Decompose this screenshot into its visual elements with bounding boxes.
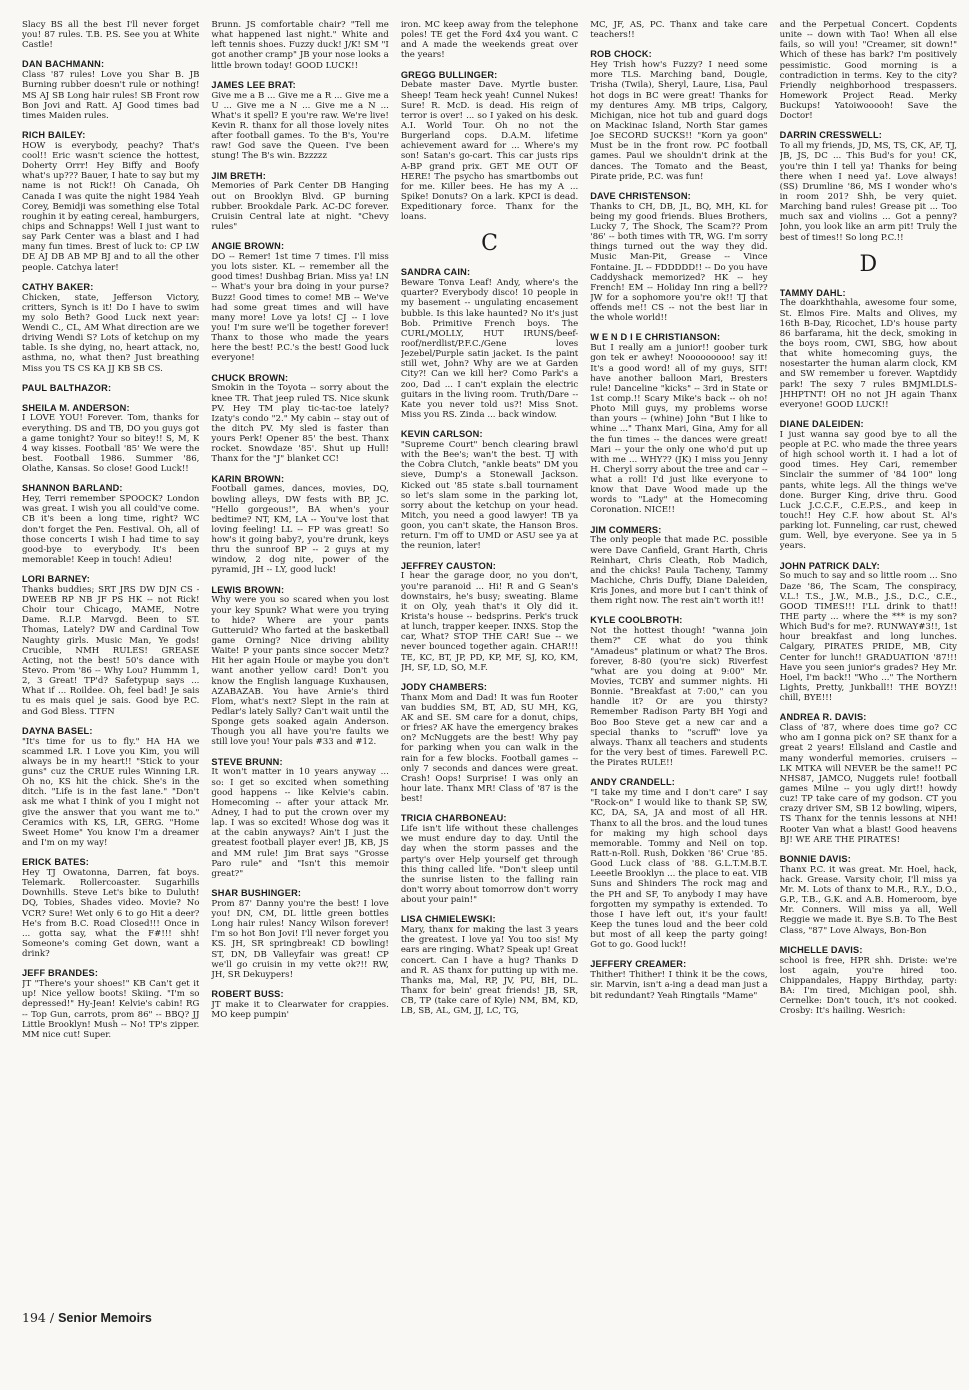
memoir-entry [401,682,578,804]
student-name: JAMES LEE BRAT: [211,79,296,90]
student-name: SHAR BUSHINGER: [211,888,302,898]
memoir-text: Debate master Dave. Myrtle buster. Sheep! Team heck yeah! Cunnel Nukes! Sure! R. McD. is dead. His reign of terror is over! ... so I yaked on his desk. A.I. World Tour. Oh no not the Burgerland cops. D.A.M. lifetime achievement award for ... Where's my son! Satan's go-cart. This car justs rips A-BP grand prix. GET ME OUT OF HERE! The psycho has smartbombs out for me. Killer bees. He has my A ... Spike! Donuts? On a lark. KPCI is dead. Expeditionary force. Thanx for the loans. [400,80,579,223]
student-name: LORI BARNEY: [22,574,91,585]
memoir-text: Thanks to CH, DB, JL, BQ, MH, KL for being my good friends. Blues Brothers, Lucky 7, The Shock, The Scam?? Prom '86' -- both times with TR, WG. I'm sorry things turned out the way they did. Music Man-Pit, Grease -- Vince Fontaine. JL -- FDDDDD!! -- Do you have Caddyshack memorized? HK -- hey French! EM -- Holiday Inn ring a bell?? JW for a sophomore you're ok!! TJ that offends me!! CS -- not the best liar in the whole world!! [590,201,768,324]
memoir-entry [401,267,578,420]
student-name: W E N D I E CHRISTIANSON: [590,332,721,343]
memoir-entry [211,80,388,162]
memoir-entry [211,171,388,233]
student-name: LISA CHMIELEWSKI: [400,914,496,925]
memoir-entry [780,945,957,1017]
section-letter: C [481,231,498,257]
student-name: ERICK BATES: [22,857,90,868]
student-name: ANDREA R. DAVIS: [779,712,867,723]
memoir-text: Chicken, state, Jefferson Victory, critters, Synch is it! Do I have to swim my solo Beth? Good Luck next year: Wendi C., CL, AM What direction are we driving Wendi S? Lots of ketchup on my table. Is she dying, no, heart attack, no, asthma, no, what then? Just breathing Miss you TS CS KA JJ KB SB CS. [22,292,200,374]
memoir-text: iron. MC keep away from the telephone poles! TE get the Ford 4x4 you want. C and A made the weekends great over the years! [400,20,579,61]
student-name: SANDRA CAIN: [400,267,471,278]
memoir-text: Thither! Thither! I think it be the cows, sir. Marvin, isn't a-ing a dead man just a bit redundant? Yeah Ringtails "Mame" [590,970,768,1001]
memoir-text: Not the hottest though! "wanna join them?" CE what do you think "Amadeus" platinum or what? The Bros. forever, 8-80 (you're sick) Riverfest "what are you doing at 9:00" Mr. Movies, TCBY and summer nights. Hi Bonnie. "Breakfast at 7:00," can you handle it? Or are you thirsty? Remember Radison Party BH Yogi and Boo Boo Steve get a new car and a special thanks to "scruff" love ya always. Thanx all teachers and students for the very best of times. Farewell P.C. the Pirates RULE!! [590,626,768,769]
memoir-text: I hear the garage door, no you don't, you're paranoid ... Hi! R and G Sean's downstairs, he's busy; sweating. Blame it on Oly, yeah that's it Oly did it. Krista's house -- bedsprins. Perk's truck at lunch, trapper keeper. INXS. Stop the car, What? STOP THE CAR! Sue -- we never bounced together again. CHAR!!! TE, KC, BT, JP, PD, KP, MF, SJ, KO, KM, JH, SF, LD, SO, M.F. [400,571,579,673]
memoir-text: "I take my time and I don't care" I say "Rock-on" I would like to thank SP, SW, KC, DA, SA, JA and most of all HR. Thanx to all the bros. and the loud tunes for making my high school days memorable. Tommy and Neil on top. Ratt-n-Roll. Rush, Dokken '86' Crue '85. Good Luck class of '88. G.L.T.M.B.T. Leeetle Brooklyn ... the place to eat. VIB Suns and Shinders The rock mag and the PH and SF, To anybody I may have forgotten my sympathy is extended. To those I have left out, it's your fault! Keep the tunes loud and the beer cold but most of all keep the party going! Got to go. Good luck!! [590,788,768,951]
memoir-entry [211,241,388,363]
memoir-entry [401,429,578,551]
memoir-entry [211,585,388,748]
memoir-text: "It's time for us to fly." HA HA we scammed LR. I Love you Kim, you will always be in my heart!! "Stick to your guns" cuz the CRUE rules Winning LR. Oh no, KS hit the chick. She's in the ditch. "Life is in the fast lane." "Don't ask me what I think of you I might not give the answer that you want me to." Ceramics with KS, LR, GERG. "Home Sweet Home" You know I'm a dreamer and I'm on my way! [22,736,200,849]
memoir-entry [211,989,388,1020]
memoir-text: JT "There's your shoes!" KB Can't get it up! Nice yellow boots! Skiing. "I'm so depressed!" Hy-Jean! Kelvie's cabin! RG -- Top Gun, carrots, prom 86" -- BBQ? JJ Little Brooklyn! Mush -- No! TP's zipper. MM nice cut! Super. [22,979,200,1040]
student-name: JEFFERY CREAMER: [590,959,687,970]
memoir-columns [22,20,957,1290]
section-title: Senior Memoirs [58,1311,152,1325]
memoir-entry [211,888,388,980]
student-name: CATHY BAKER: [22,281,94,292]
memoir-entry [22,483,199,565]
memoir-text: Give me a B ... Give me a R ... Give me a U ... Give me a N ... Give me a N ... What's it spell? E you're raw. We're live! Kevin R. thanx for all those lovely nites after football games. To the B's, You're raw! God save the Queen. I've been stung! The B's win. Bzzzzz [211,90,389,162]
column-3 [401,20,578,1290]
column-5 [780,20,957,1290]
memoir-entry [22,574,199,717]
column-4 [590,20,767,1290]
memoir-text: Hey TJ Owatonna, Darren, fat boys. Telemark. Rollercoaster. Sugarhills Downhills. Steve Let's bike to Duluth! DQ, Tobies, Shades video. Movie? No VCR? Sure! Wet only 6 to go Hit a deer? He's from B.C. Road Closed!!! Once in ... gotta say, what the F#!!! shh! Someone's coming Get down, want a drink? [22,868,200,960]
continued-text [401,20,578,61]
memoir-text: Mary, thanx for making the last 3 years the greatest. I love ya! You too sis! My ears are ringing. What? Speak up! Great concert. Can I have a hug? Thanks D and R. AS thanx for putting up with me. Thanks ma, Mal, RP, JV, PU, BH, DL. Thanx for bein' great friends! JB, SR, CB, TP (take care of Kyle) NM, BM, KD, LB, SB, AL, GM, JJ, LC, TG, [400,925,579,1017]
memoir-entry [780,854,957,936]
memoir-entry [22,282,199,374]
memoir-text: Prom 87' Danny you're the best! I love you! DN, CM, DL little green bottles Long hair rules! Nancy Wilson forever! I'm so hot Bon Jovi! I'll never forget you KS. JH, SR springbreak! CD bowling! ST, DN, DB Valleyfair was great! CP we'll go cruisin in my vette ok?!! RW, JH, SR Dekuypers! [211,898,389,980]
section-letter: D [859,251,878,277]
student-name: ROB CHOCK: [590,49,652,60]
memoir-entry [780,288,957,410]
memoir-entry [211,757,388,879]
memoir-text: The only people that made P.C. possible were Dave Canfield, Grant Harth, Chris Reinhart, Chris Cleath, Rob Madich, and the chicks! Paula Tacheny, Tammy Machiche, Chris Duffy, Diane Daleiden, Kris Jones, and more but I can't think of them right now. The rest ain't worth it!! [590,535,768,607]
memoir-entry [401,70,578,223]
student-name: JIM BRETH: [211,170,266,181]
memoir-text: Smokin in the Toyota -- sorry about the knee TR. That jeep ruled TS. Nice skunk PV. Hey TM play tic-tac-toe lately? Izaty's condo "2." My cabin -- stay out of the ditch PV. My sled is faster than yours Perk! Opener 85' the best. Thanx rocket. Snowdaze '85'. Shut up Hull! Thanx for the "J" blanket CC! [211,383,389,465]
memoir-entry [590,777,767,950]
footer-divider: / [49,1310,55,1325]
memoir-entry [22,59,199,121]
student-name: DAN BACHMANN: [22,59,105,70]
memoir-entry [401,561,578,673]
continued-text [590,20,767,40]
continued-text [780,20,957,121]
memoir-entry [590,615,767,768]
memoir-text: MC, JF, AS, PC. Thanx and take care teachers!! [590,20,768,41]
student-name: STEVE BRUNN: [211,756,283,767]
memoir-entry [22,383,199,394]
memoir-entry [590,525,767,607]
memoir-text: Thanks buddies; SRT JRS DW DJN CS -DWEEB RP NB JF PS HK -- not Rick! Choir tour Chicago, MAME, Notre Dame. R.I.P. Marvgd. Been to ST. Thomas, Lately? DW and Cardinal Tow Naughty girls. Music Man, Ye gods! Crucible, NMH RULES! GREASE Acting, not the best! 50's dance with Stevo. Prom '86 -- Why Lou? Hummm 1, 2, 3 Great! TP'd? Safetypup says ... What if ... Roildee. Oh, feel bad! Je sais tu es mais quel je sais. Good bye P.C. and God Bless. TTFN [22,584,200,717]
column-2 [211,20,388,1290]
student-name: SHANNON BARLAND: [22,483,123,494]
student-name: ANGIE BROWN: [211,241,285,252]
student-name: JEFF BRANDES: [22,968,99,979]
memoir-text: Thanx P.C. it was great. Mr. Hoel, hack, hack. Grease. Varsity choir, I'll miss ya Mr. M. Lots of thanx to M.R., R.Y., D.O., G.P., T.B., G.K. and A.B. Homeroom, bye Mr. Conners. Will miss ya all, Well Reggie we made it. Bye S.B. To The Best Class, "87" Love Always, Bon-Bon [779,864,958,936]
memoir-text: It won't matter in 10 years anyway ... so: I get so excited when something good happens -- like Kelvie's cabin. Homecoming -- after your attack Mr. Adney, I had to put the crown over my lap. I was so excited! Whose dog was it at the cabin anyways? Ain't I just the greatest football player ever! JB, KB, JS and MM rule! Jim Brat says "Grosse Paro rule" and "Isn't this memoir great?" [211,767,389,879]
memoir-text: Life isn't life without these challenges we must endure day to day. Until the day when the storm passes and the party's over Help yourself get through this thing called life. "Don't sleep until the sunrise listen to the falling rain don't worry about tomorrow don't worry about your pain!" [400,824,579,906]
student-name: KYLE COOLBROTH: [590,615,683,626]
memoir-entry [780,561,957,704]
memoir-text: JT make it to Clearwater for crappies. MO keep pumpin' [211,999,389,1020]
student-name: MICHELLE DAVIS: [779,944,863,955]
student-name: DARRIN CRESSWELL: [779,130,883,141]
memoir-entry [780,419,957,552]
memoir-entry [22,968,199,1040]
student-name: DAVE CHRISTENSON: [590,190,691,201]
student-name: BONNIE DAVIS: [779,853,851,864]
column-1 [22,20,199,1290]
memoir-text: Why were you so scared when you lost your key Spunk? What were you trying to hide? Where are your pants Gutteruid? Who farted at the basketball game Orning? Nice driving ability Waite! P your pants since soccer Metz? Hit her again Houle or maybe you don't want another yellow card! Don't you know the English language Kuxhausen, AZABAZAB. You have Arnie's third Flom, what's next? Slept in the rain at Pedlar's lately Sally? Can't wait until the Sponge gets soaked again Anderson. Though you all have you're faults we still love you! Your pals #33 and #12. [211,595,389,748]
memoir-text: Class '87 rules! Love you Shar B. JB Burning rubber doesn't rule or nothing! MS AJ SB Long hair rules! SB Front row Bon Jovi and Ratt. AJ Good times bad times Maiden rules. [22,70,200,121]
student-name: ROBERT BUSS: [211,988,284,999]
memoir-text: The doarkhthahla, awesome four some, St. Elmos Fire. Malts and Olives, my 16th B-Day, Ricochet, LD's house party 86 barfarama, hit the deck, smoking in the boys room, CWI, SBG, how about that white homecoming guys, the nosestarter the human alarm clock, KM and SW remember u forever. Waptdidy park! The sexy 7 rules BMJMLDLS-JHHPTNT! OH no not JH again Thanx everyone! GOOD LUCK!! [779,298,958,410]
memoir-entry [211,373,388,465]
student-name: LEWIS BROWN: [211,584,285,595]
student-name: TAMMY DAHL: [779,287,846,298]
memoir-text: Class of '87, where does time go? CC who am I gonna pick on? SE thanx for a great 2 years! Ellsland and Castle and many wonderful memories. cruisers -- LK MTKA will NEVER be the same!! PC NHS87, JAMCO, Nuggets rule! football games Milne -- you ugly dirt!! howdy cuz! TP take care of my godson. CT you crazy driver SM, SB 12 bowling, wipers, TS Thanx for the tennis lessons at NH! Rooter Van what a blast! Good heavens BJ! WE ARE THE PIRATES! [779,723,958,845]
memoir-entry [780,712,957,845]
memoir-entry [211,474,388,576]
memoir-text: Thanx Mom and Dad! It was fun Rooter van buddies SM, BT, AD, SU MH, KG, AK and SE. SM care for a donut, chips, or fries? AK have the emergency brakes on? McNuggets are the best! Why pay for parking when you can walk in the rain for a few blocks. Football games -- only 7 seconds and dances were great. Crash! Oops! Surprise! I was only an hour late. Thanx MR! Class of '87 is the best! [400,692,579,805]
student-name: DIANE DALEIDEN: [779,419,864,430]
memoir-entry [22,403,199,475]
memoir-text: Beware Tonva Leaf! Andy, where's the quarter? Everybody disco! 10 people in my basement -- ungulating encasement bubble. Is this lake haunted? No it's just Bob. Primitive French boys. The CURL/MOLLY, HUT IRUNS/beef-roof/nerdlist/P.F.C./Gene loves Jezebel/Purple satin jacket. Is the paint still wet, John? Why are we at Garden City?! Can we kill her? Como Park's a zoo, Dad ... I can't explain the electric guitars in the living room. Truth/Dare -- Kate you never told us?! Miss Snot. Miss you RS. Zinda ... back window. [400,278,579,421]
student-name: RICH BAILEY: [22,129,86,140]
memoir-entry [780,130,957,242]
memoir-text: Football games, dances, movies, DQ, bowling alleys, DW fests with BP, JC. "Hello gorgeous!", BA when's your bedtime? NT, KM, LA -- You've lost that loving feeling! LL -- FP was great! So how's it going baby?, you're drunk, keys thru the sunroof BP -- 2 guys at my window, 2 dog nite, power of the pyramid, JH -- LY, good luck! [211,484,389,576]
memoir-entry [22,857,199,959]
memoir-entry [590,49,767,182]
memoir-text: Hey Trish how's Fuzzy? I need some more TLS. Marching band, Dougle, Trisha (Twila), Sheryl, Laure, Lisa, Paul hot dogs in BC were great! Thanks for my dentures Amy. MB trips, Calgory, Michigan, nice hot tub and guard dogs on Mackinac Island, North Star games Joe SECORD SUCKS!! "Korn ya goon" Must be in the front row. PC football games. Paul we shouldn't drink at the dances. The Tomato and the Beast, Pirate pride, P.C. was fun! [590,60,768,182]
memoir-entry [590,191,767,324]
student-name: JODY CHAMBERS: [400,681,488,692]
memoir-text: Brunn. JS comfortable chair? "Tell me what happened last night." White and left tennis shoes. Fuzzy duck! J/K! SM "I got another cramp" JB your nose looks a little brown today! GOOD LUCK!! [211,20,389,71]
memoir-text: I just wanna say good bye to all the people at P.C. who made the three years of high school worth it. I had a lot of good times. Hey Cari, remember Sinclair the summer of '84 100" long pants, white legs. All the things we've done. Burger King, drive thru. Good Luck J.C.C.F., C.E.P.S., and keep in touch!! Hey C.F. how about St. Al's parking lot. Funneling, car rust, chewed gum. Well, bye everyone. See ya in 5 years. [779,429,958,552]
memoir-text: To all my friends, JD, MS, TS, CK, AF, TJ, JB, JS, DC ... This Bud's for you! CK, you're thin I tell ya! Thanks for being there when I need ya!. Love always! (SS) Drumline '86, MS I wonder who's in room 201? Shh, be very quiet. Marching band rules! Grease pit ... Too much sax and violins ... Got a penny? John, you look like an arm pit! Truly the best of times!! So long P.C.!! [779,141,958,243]
student-name: TRICIA CHARBONEAU: [400,813,507,824]
memoir-text: DO -- Remer! 1st time 7 times. I'll miss you lots sister. KL -- remember all the good times! Dushbag Brian. Miss ya! LN -- What's your bra doing in your purse? Buzz! Good times to come! MB -- We've had some great times and will have many more! Love ya lots! CJ -- I love you! I'm sure we'll be together forever! Thanx to those who made the years here the best! P.C.'s the best! Good luck everyone! [211,251,389,364]
student-name: PAUL BALTHAZOR: [22,382,112,393]
page-footer [22,1310,152,1325]
memoir-entry [22,130,199,273]
student-name: GREGG BULLINGER: [400,69,498,80]
continued-text [211,20,388,71]
memoir-entry [401,914,578,1016]
page-number: 194 [22,1310,46,1325]
memoir-entry [22,726,199,848]
student-name: KEVIN CARLSON: [400,429,483,440]
memoir-entry [590,332,767,515]
student-name: DAYNA BASEL: [22,725,93,736]
memoir-text: "Supreme Court" bench clearing brawl with the Bee's; wan't the best. TJ with the Cobra Clutch, "ankle beats" DM you sieve, Dump's a Stonewall Jackson. Kicked out '85 state s.ball tournament so let's slam some in the parking lot, sorry about the ketchup on your head. Mitch, you need a good lawyer! TB ya goon, you can't skate, the Hanson Bros. return. I'm off to UMD or ASU see ya at the reunion, later! [400,440,579,552]
student-name: JIM COMMERS: [590,524,662,535]
student-name: SHEILA M. ANDERSON: [22,402,130,413]
memoir-text: But I really am a junior!! goober turk gon tek er awhey! Nooooooooo! say it! It's a good word! all of my guys, SIT! have another balloon Mari, Bresters rule! Danceline "kicks" -- 3rd in State or 1st comp.!! Scary Mike's back -- oh no! Photo Mill guys, my problems worse than yours -- (whine) John "But I like to whine ..." Thanx Mari, Gina, Amy for all the fun times -- the dances were great! Mari -- your the only one who'd put up with me ... WHY?? (JK) I miss you Jenny H. Cheryl sorry about the tree and car -- what a roll! I'd just like everyone to know that Dave Wood made up the words to "Lady" at the Homecoming Coronation. NICE!! [590,343,768,516]
memoir-text: school is free, HPR shh. Driste: we're lost again, you're hired too. Chippandales, Happy Birthday, party: BA: I'm tired, Michigan pool, shh. Cernelke: Don't touch, it's not cooked. Crosby: It's hailing. Wesrich: [779,955,958,1017]
student-name: ANDY CRANDELL: [590,777,676,788]
continued-text [22,20,199,50]
memoir-text: HOW is everybody, peachy? That's cool!! Eric wasn't science the hottest, Doherty Orrr! Hey Biffy and Boofy what's up??? Bauer, I hate to say but my name is not Rick!! Oh Canada, Oh Canada I was quite the night 1984 Yeah Corey, Bemidji was something else Total roughin it by eating cereal, hamburgers, chips and Schnapps! Well I just want to say Park Center was a blast and I had many fun times. Brest of luck to: CP LW DE AJ DB AB MP BJ and to all the other people. Catchya later! [22,140,200,273]
memoir-text: Memories of Park Center DB Hanging out on Brooklyn Blvd. GP burning rubber. Brookdale Park. AC-DC forever. Cruisin Central late at night. "Chevy rules" [211,181,389,232]
student-name: JEFFREY CAUSTON: [400,560,497,571]
memoir-text: I LOVE YOU! Forever. Tom, thanks for everything. DS and TB, DO you guys got a game tonight? Your so bitey!! S, M, K 4 way kisses. Football '85' We were the best. Football 1986. Summer '86, Olathe, Kansas. So close! Good Luck!! [22,413,200,475]
student-name: JOHN PATRICK DALY: [779,560,880,571]
memoir-entry [590,959,767,1000]
memoir-entry [401,813,578,905]
memoir-text: and the Perpetual Concert. Copdents unite -- down with Tao! When all else fails, so will you! "Creamer, sit down!" Which of these has bark? I'm positively pessimistic. Good morning is a contradiction in terms. Key to the city? Friendly neighborhood trespassers. Homework Project Read. Merky Buckups! Yatoiwooooh! Save the Doctor! [779,20,958,122]
memoir-text: Hey, Terri remember SPOOCK? London was great. I wish you all could've come. CB it's been a long time, right? WC don't forget the Pen. Festival. Oh, all of those concerts I wish I had time to say good-bye to everybody. It's been memorable! Keep in touch! Adieu! [22,494,200,565]
memoir-text: Slacy BS all the best I'll never forget you! 87 rules. T.B. P.S. See you at White Castle! [22,20,200,51]
student-name: CHUCK BROWN: [211,372,289,383]
student-name: KARIN BROWN: [211,473,285,484]
memoir-text: So much to say and so little room ... Sno Daze '86, The Scam, The conspiracy, V.L.! T.S., J.W., M.B., J.S., D.C., C.E., GOOD TIMES!!! I'LL drink to that!! THE party ... where the *** is my son? Which Bud's for me?. RUNWAY#3!!, 1st hour breakfast and long lunches. Calgary, PIRATES PRIDE, MB, City Center for lunch!! GRADUATION '87!!! Have you seen junior's grades? Hey Mr. Hoel, I'm back!! "Who ..." The Northern Lights, Pretty, Junkball!! THE BOYZ!! chill, BYE!!! [779,571,958,704]
